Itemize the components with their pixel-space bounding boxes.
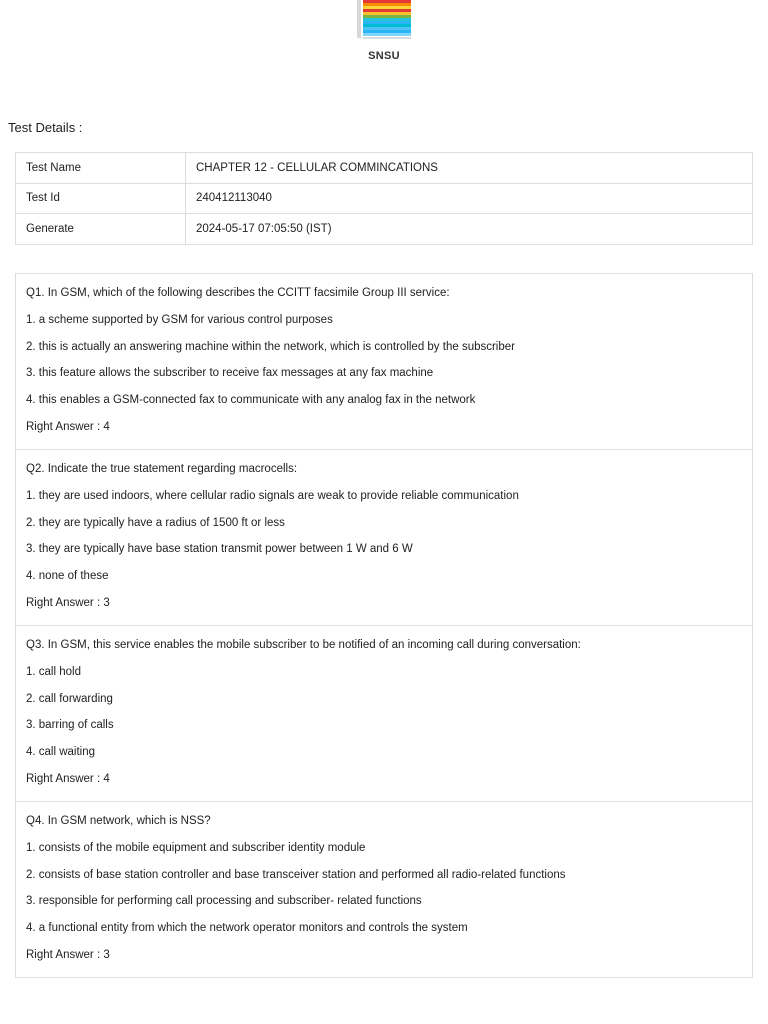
test-id-label: Test Id (16, 183, 186, 214)
right-answer: Right Answer : 3 (26, 596, 110, 609)
question-card-2 (15, 449, 753, 626)
option-4: 4. call waiting (26, 746, 96, 759)
option-4: 4. a functional entity from which the network operator monitors and controls the system (26, 922, 468, 935)
test-details-table (15, 152, 753, 245)
option-3: 3. they are typically have base station transmit power between 1 W and 6 W (26, 543, 413, 556)
option-3: 3. this feature allows the subscriber to receive fax messages at any fax machine (26, 367, 434, 380)
option-4: 4. none of these (26, 570, 109, 583)
right-answer: Right Answer : 4 (26, 772, 110, 785)
question-card-3 (15, 625, 753, 802)
table-row (16, 183, 753, 214)
test-details-title: Test Details : (8, 120, 83, 135)
option-1: 1. consists of the mobile equipment and subscriber identity module (26, 841, 366, 854)
test-name-value: CHAPTER 12 - CELLULAR COMMINCATIONS (186, 153, 753, 184)
brand-header (0, 0, 768, 62)
spectrogram-logo-icon (355, 0, 413, 40)
option-1: 1. call hold (26, 665, 81, 678)
table-row (16, 214, 753, 245)
option-2: 2. they are typically have a radius of 1500 ft or less (26, 516, 285, 529)
table-row (16, 153, 753, 184)
generate-label: Generate (16, 214, 186, 245)
option-1: 1. they are used indoors, where cellular radio signals are weak to provide reliable communication (26, 489, 519, 502)
right-answer: Right Answer : 4 (26, 420, 110, 433)
question-text: Q1. In GSM, which of the following describes the CCITT facsimile Group III service: (26, 287, 450, 299)
question-text: Q3. In GSM, this service enables the mobile subscriber to be notified of an incoming call during conversation: (26, 639, 581, 651)
option-2: 2. consists of base station controller and base transceiver station and performed all radio-related functions (26, 868, 566, 881)
question-card-1 (15, 273, 753, 450)
option-4: 4. this enables a GSM-connected fax to communicate with any analog fax in the network (26, 394, 476, 407)
generate-value: 2024-05-17 07:05:50 (IST) (186, 214, 753, 245)
option-1: 1. a scheme supported by GSM for various control purposes (26, 313, 333, 326)
test-name-label: Test Name (16, 153, 186, 184)
test-id-value: 240412113040 (186, 183, 753, 214)
right-answer: Right Answer : 3 (26, 948, 110, 961)
option-2: 2. call forwarding (26, 692, 113, 705)
brand-name: SNSU (368, 50, 400, 62)
question-text: Q2. Indicate the true statement regarding macrocells: (26, 463, 298, 475)
question-card-4 (15, 801, 753, 978)
option-2: 2. this is actually an answering machine within the network, which is controlled by the subscriber (26, 340, 515, 353)
question-text: Q4. In GSM network, which is NSS? (26, 815, 211, 827)
option-3: 3. responsible for performing call processing and subscriber- related functions (26, 895, 422, 908)
option-3: 3. barring of calls (26, 719, 114, 732)
